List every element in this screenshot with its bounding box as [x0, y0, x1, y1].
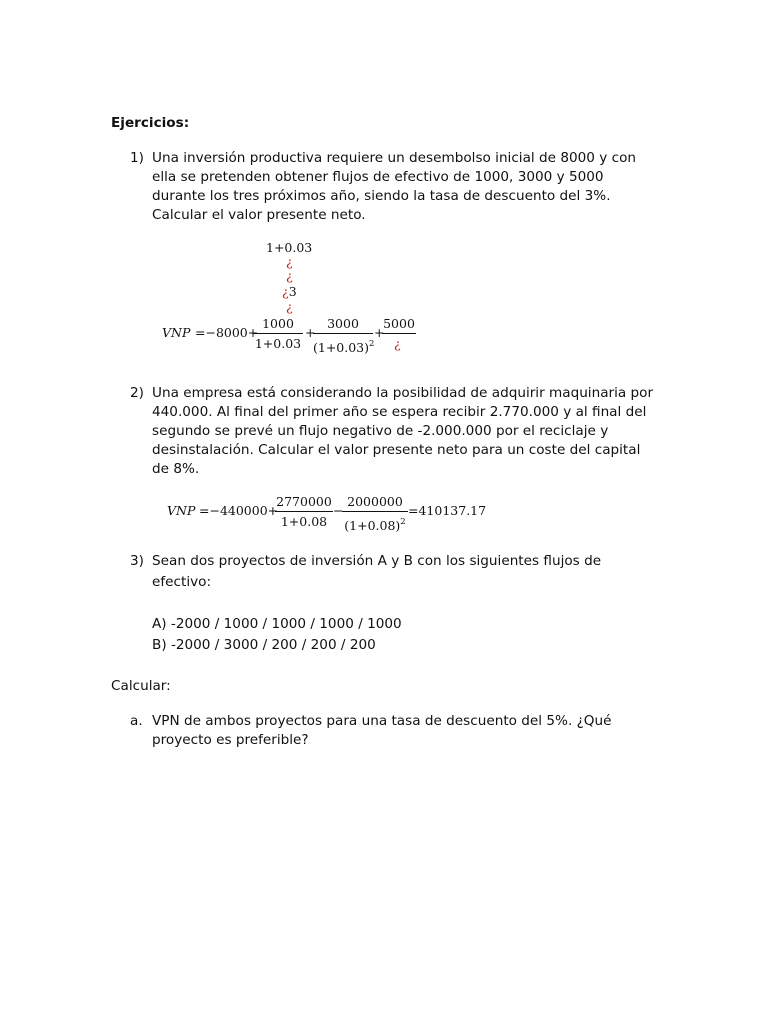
calcular-item-a-line-1: VPN de ambos proyectos para una tasa de descuento del 5%. ¿Qué [152, 713, 612, 729]
formula-1-fraction-3-denominator: ¿ [394, 336, 401, 351]
formula-1-stack-q3: ¿ [282, 284, 289, 299]
calcular-item-a-marker: a. [130, 713, 143, 729]
exercise-1-line-4: Calcular el valor presente neto. [152, 207, 366, 223]
exercise-3-line-1: Sean dos proyectos de inversión A y B con los siguientes flujos de [152, 553, 602, 569]
formula-1-fraction-3-numerator: 5000 [382, 317, 416, 334]
page-heading: Ejercicios: [111, 115, 190, 131]
formula-2-fraction-2-denominator [342, 512, 408, 533]
exercise-1-line-1: Una inversión productiva requiere un desembolso inicial de 8000 y con [152, 150, 637, 166]
formula-1-plus-1: + [305, 325, 316, 340]
formula-2-fraction-1-denominator: 1+0.08 [280, 514, 328, 529]
exercise-2-line-2: 440.000. Al final del primer año se espera recibir 2.770.000 y al final del [152, 404, 647, 420]
formula-1-fraction-2-numerator: 3000 [313, 317, 373, 334]
formula-1-fraction-1 [253, 317, 303, 351]
exercise-3-line-2: efectivo: [152, 574, 212, 590]
exercise-2-number: 2) [130, 385, 144, 401]
exercise-2-line-5: de 8%. [152, 461, 200, 477]
exercise-2-line-3: segundo se prevé un flujo negativo de -2.000.000 por el reciclaje y [152, 423, 609, 439]
formula-1-fraction-3 [382, 317, 416, 351]
formula-2-lhs: VNP [167, 503, 196, 518]
project-a-flows: A) -2000 / 1000 / 1000 / 1000 / 1000 [152, 616, 402, 632]
exercise-1-line-3: durante los tres próximos año, siendo la tasa de descuento del 3%. [152, 188, 611, 204]
exercise-2-line-1: Una empresa está considerando la posibilidad de adquirir maquinaria por [152, 385, 654, 401]
exercise-2-line-4: desinstalación. Calcular el valor presente neto para un coste del capital [152, 442, 641, 458]
formula-1-fraction-2-base: (1+0.03) [313, 340, 370, 355]
formula-2-fraction-2-numerator: 2000000 [342, 495, 408, 512]
formula-2-fraction-2-exponent: 2 [400, 517, 406, 527]
formula-1-stack-q1: ¿ [286, 254, 293, 269]
project-b-flows: B) -2000 / 3000 / 200 / 200 / 200 [152, 637, 376, 653]
calcular-label: Calcular: [111, 678, 171, 694]
exercise-1-number: 1) [130, 150, 144, 166]
formula-1-initial-term: =−8000+ [195, 325, 259, 340]
calcular-item-a-line-2: proyecto es preferible? [152, 732, 309, 748]
formula-2-fraction-2-base: (1+0.08) [344, 518, 401, 533]
formula-1-stack-q2: ¿ [286, 268, 293, 283]
formula-1-fraction-2 [313, 317, 373, 355]
formula-2-fraction-2 [342, 495, 408, 533]
formula-1-fraction-2-exponent: 2 [369, 339, 375, 349]
formula-1-fraction-2-denominator [313, 334, 373, 355]
formula-1-stack-exponent: 3 [288, 284, 297, 299]
exercise-1-line-2: ella se pretenden obtener flujos de efectivo de 1000, 3000 y 5000 [152, 169, 604, 185]
formula-1-lhs: VNP [162, 325, 191, 340]
formula-2-initial-term: =−440000+ [199, 503, 279, 518]
formula-1-plus-2: + [374, 325, 385, 340]
formula-1-fraction-1-denominator: 1+0.03 [254, 336, 302, 351]
formula-1-stack-q4: ¿ [286, 299, 293, 314]
formula-1-stack-top: 1+0.03 [266, 240, 313, 255]
formula-1-stack-row [282, 285, 297, 299]
formula-2-minus: − [333, 503, 344, 518]
formula-2-fraction-1-numerator: 2770000 [275, 495, 333, 512]
formula-1-fraction-1-numerator: 1000 [253, 317, 303, 334]
formula-2-fraction-1 [275, 495, 333, 529]
exercise-3-number: 3) [130, 553, 144, 569]
formula-2-result: =410137.17 [408, 503, 487, 518]
